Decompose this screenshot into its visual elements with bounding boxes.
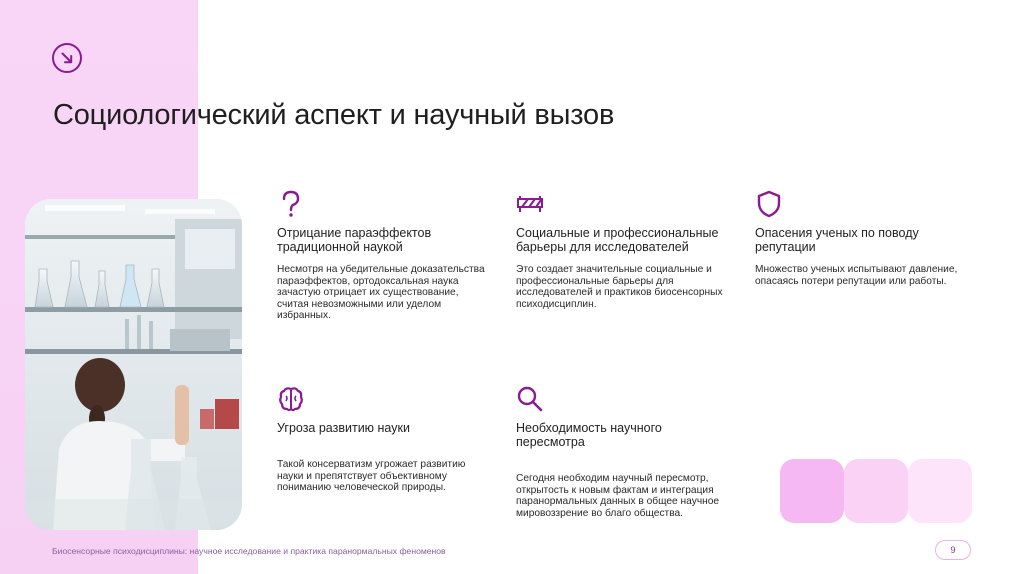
card-heading: Опасения ученых по поводу репутации (755, 226, 919, 254)
card-body: Несмотря на убедительные доказательства параэффектов, ортодоксальная наука зачастую отрицает их существование, считая невозможными или уделом избранных. (277, 264, 485, 322)
magnifier-icon (516, 385, 544, 413)
shield-icon (755, 190, 783, 218)
card-body: Сегодня необходим научный пересмотр, открытость к новым фактам и интеграция паранормальных данных в общее научное мировоззрение во благо общества. (516, 473, 720, 519)
card-denial (277, 190, 492, 322)
card-body: Это создает значительные социальные и профессиональные барьеры для исследователей и практиков биосенсорных психодисциплин. (516, 264, 723, 310)
card-threat (277, 385, 492, 494)
card-barriers (516, 190, 731, 310)
decor-square (908, 459, 972, 523)
card-heading: Угроза развитию науки (277, 421, 410, 435)
brain-icon (277, 385, 305, 413)
card-reputation (755, 190, 970, 287)
card-heading: Необходимость научного пересмотра (516, 421, 662, 449)
arrow-down-right-circle-icon (52, 43, 82, 73)
card-heading: Отрицание параэффектов традиционной наукой (277, 226, 432, 254)
card-heading: Социальные и профессиональные барьеры для исследователей (516, 226, 719, 254)
barrier-icon (516, 190, 544, 218)
footer-caption: Биосенсорные психодисциплины: научное исследование и практика паранормальных феноменов (52, 546, 446, 556)
slide-title: Социологический аспект и научный вызов (53, 99, 615, 131)
laboratory-researcher-photo (25, 199, 242, 530)
card-body: Множество ученых испытывают давление, опасаясь потери репутации или работы. (755, 264, 958, 287)
question-mark-icon (277, 190, 305, 218)
page-number-badge: 9 (935, 540, 971, 560)
card-revision (516, 385, 731, 519)
decor-square (844, 459, 908, 523)
decor-square (780, 459, 844, 523)
card-body: Такой консерватизм угрожает развитию науки и препятствует объективному пониманию человеческой природы. (277, 459, 466, 494)
